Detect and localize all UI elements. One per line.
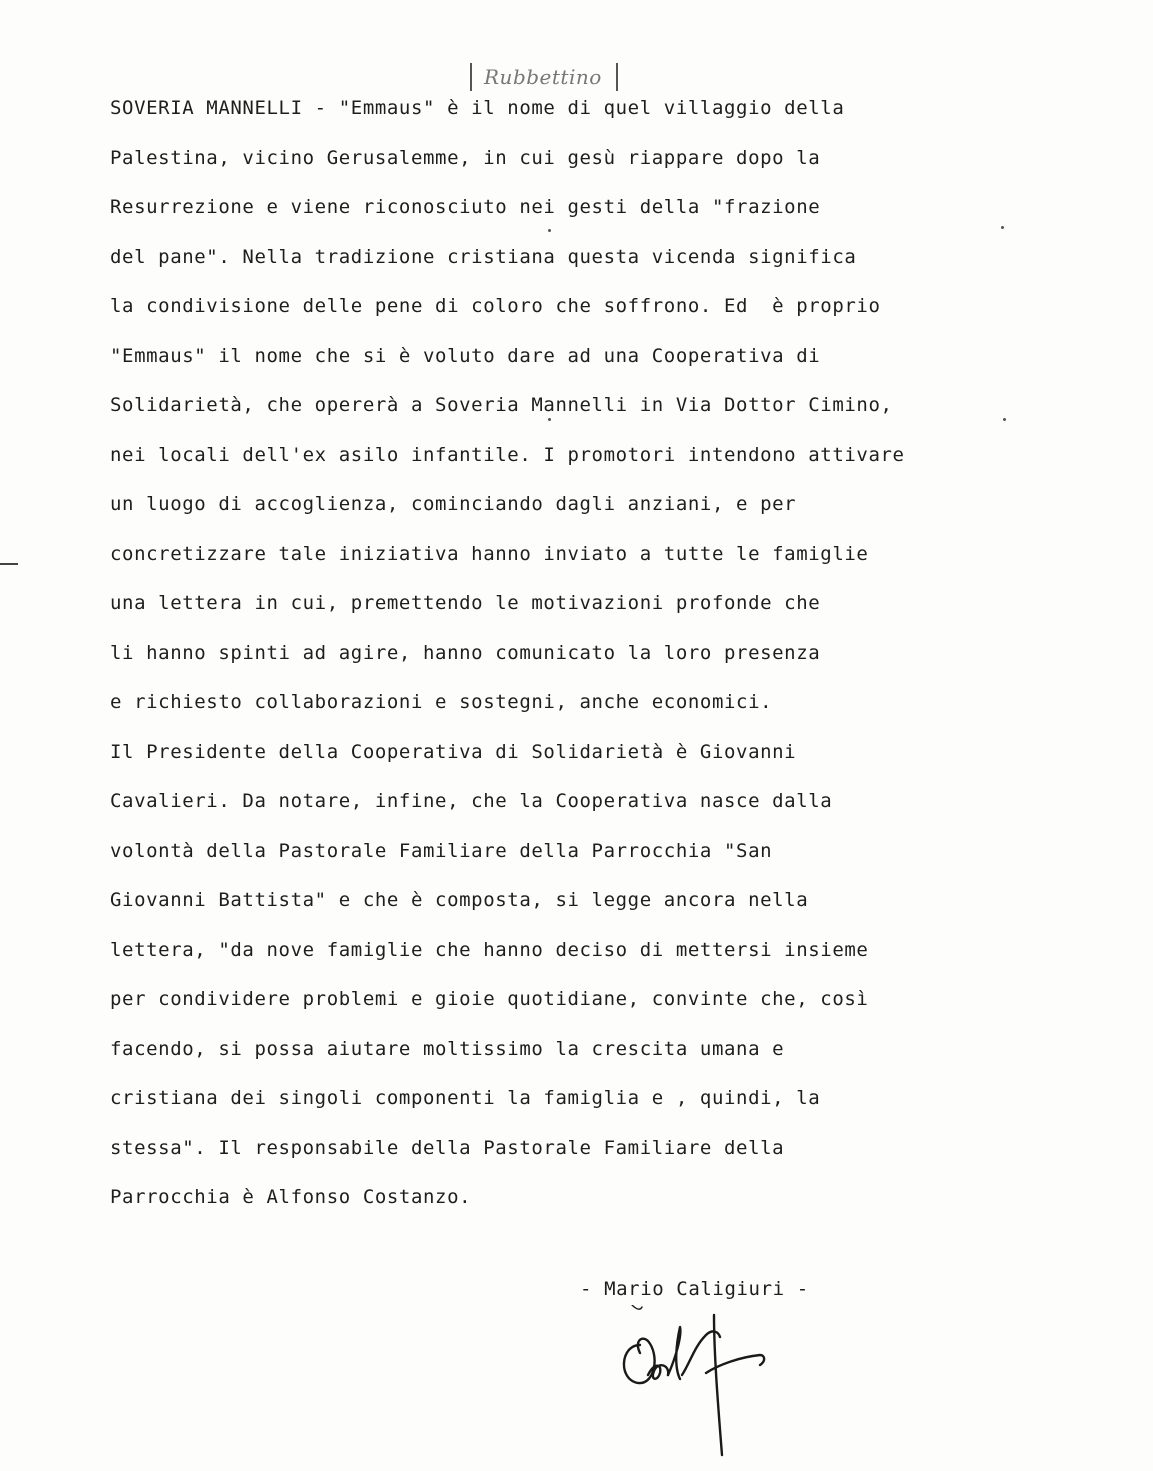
article-line: facendo, si possa aiutare moltissimo la crescita umana e xyxy=(110,1037,785,1060)
article-body xyxy=(110,84,905,1223)
paper-speck xyxy=(548,229,551,232)
article-line: li hanno spinti ad agire, hanno comunicato la loro presenza xyxy=(110,641,821,664)
article-line: "Emmaus" il nome che si è voluto dare ad una Cooperativa di xyxy=(110,344,821,367)
article-line: Solidarietà, che opererà a Soveria Mannelli in Via Dottor Cimino, xyxy=(110,394,893,416)
article-line: Parrocchia è Alfonso Costanzo. xyxy=(110,1186,472,1208)
article-line: del pane". Nella tradizione cristiana questa vicenda significa xyxy=(110,245,857,268)
article-line: Cavalieri. Da notare, infine, che la Cooperativa nasce dalla xyxy=(110,790,833,812)
handwritten-signature xyxy=(610,1305,790,1465)
article-line: una lettera in cui, premettendo le motivazioni profonde che xyxy=(110,592,821,614)
article-line: un luogo di accoglienza, cominciando dagli anziani, e per xyxy=(110,493,797,515)
article-line: volontà della Pastorale Familiare della Parrocchia "San xyxy=(110,839,773,862)
article-line: per condividere problemi e gioie quotidiane, convinte che, così xyxy=(110,988,869,1010)
article-line: cristiana dei singoli componenti la famiglia e , quindi, la xyxy=(110,1087,821,1109)
article-line: stessa". Il responsabile della Pastorale Familiare della xyxy=(110,1136,785,1159)
article-line: Resurrezione e viene riconosciuto nei gesti della "frazione xyxy=(110,196,821,218)
article-line: SOVERIA MANNELLI - "Emmaus" è il nome di quel villaggio della xyxy=(110,97,845,119)
article-line: Il Presidente della Cooperativa di Solidarietà è Giovanni xyxy=(110,740,797,763)
paper-speck xyxy=(1001,226,1004,229)
article-line: e richiesto collaborazioni e sostegni, anche economici. xyxy=(110,691,773,713)
author-signoff: - Mario Caligiuri - xyxy=(580,1278,809,1300)
article-line: nei locali dell'ex asilo infantile. I promotori intendono attivare xyxy=(110,443,905,466)
article-line: Palestina, vicino Gerusalemme, in cui gesù riappare dopo la xyxy=(110,146,821,169)
paper-speck xyxy=(1003,418,1006,421)
publisher-stamp-text: Rubbettino xyxy=(484,65,602,89)
margin-tick-mark xyxy=(0,563,18,565)
article-line: Giovanni Battista" e che è composta, si legge ancora nella xyxy=(110,889,809,911)
paper-speck xyxy=(548,418,551,421)
article-line: la condivisione delle pene di coloro che soffrono. Ed è proprio xyxy=(110,295,881,317)
article-line: lettera, "da nove famiglie che hanno deciso di mettersi insieme xyxy=(110,938,869,961)
article-line: concretizzare tale iniziativa hanno inviato a tutte le famiglie xyxy=(110,542,869,565)
